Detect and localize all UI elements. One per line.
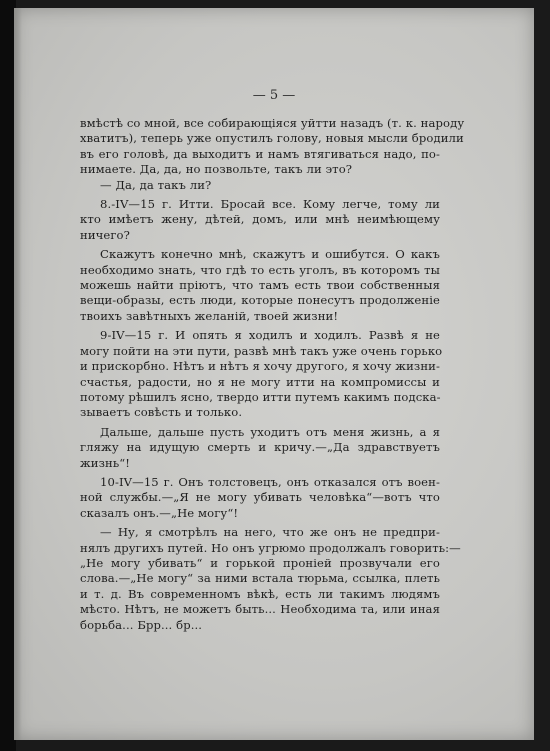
text-line: Дальше, дальше пусть уходитъ отъ меня жизнь, а я bbox=[100, 424, 440, 439]
text-line: Скажутъ конечно мнѣ, скажутъ и ошибутся. О какъ bbox=[100, 247, 440, 262]
text-line: необходимо знать, что гдѣ то есть уголъ, въ которомъ ты bbox=[80, 262, 440, 277]
text-line: нимаете. Да, да, но позвольте, такъ ли это? bbox=[80, 162, 353, 177]
text-line: 10-IV—15 г. Онъ толстовецъ, онъ отказался отъ воен- bbox=[100, 474, 440, 489]
text-line: ной службы.—„Я не могу убивать человѣка“—вотъ что bbox=[80, 490, 440, 505]
text-line: зываетъ совѣсть и только. bbox=[80, 405, 243, 420]
text-line: могу пойти на эти пути, развѣ мнѣ такъ уже очень горько bbox=[80, 343, 443, 358]
text-line: — Да, да такъ ли? bbox=[100, 177, 212, 192]
text-line: и прискорбно. Нѣтъ и нѣтъ я хочу другого, я хочу жизни- bbox=[80, 359, 440, 374]
page-gutter-shadow bbox=[14, 8, 22, 740]
text-line: „Не могу убивать“ и горькой проніей прозвучали его bbox=[80, 555, 440, 570]
page-body-text bbox=[80, 116, 465, 633]
text-line: вмѣстѣ со мной, все собирающіяся уйтти назадъ (т. к. народу bbox=[80, 116, 465, 130]
text-line: слова.—„Не могу“ за ними встала тюрьма, ссылка, плеть bbox=[80, 571, 440, 586]
text-line: потому рѣшилъ ясно, твердо итти путемъ какимъ подска- bbox=[80, 389, 441, 404]
text-line: твоихъ завѣтныхъ желаній, твоей жизни! bbox=[80, 308, 339, 323]
text-line: жизнь“! bbox=[80, 455, 131, 470]
text-line: и т. д. Въ современномъ вѣкѣ, есть ли такимъ людямъ bbox=[80, 586, 440, 601]
text-line: вещи-образы, есть люди, которые понесутъ продолженіе bbox=[80, 293, 440, 308]
text-line: счастья, радости, но я не могу итти на компромиссы и bbox=[80, 374, 440, 389]
page-number: — 5 — bbox=[252, 88, 296, 103]
text-line: 9-IV—15 г. И опять я ходилъ и ходилъ. Развѣ я не bbox=[100, 328, 440, 343]
text-line: хватитъ), теперь уже опустилъ голову, новыя мысли бродили bbox=[80, 131, 464, 146]
text-line: борьба... Брр... бр... bbox=[80, 617, 203, 632]
text-line: — Ну, я смотрѣлъ на него, что же онъ не предпри- bbox=[100, 525, 440, 540]
text-line: кто имѣетъ жену, дѣтей, домъ, или мнѣ неимѣющему bbox=[80, 212, 440, 227]
text-line: мѣсто. Нѣтъ, не можетъ быть... Необходима та, или иная bbox=[80, 602, 440, 617]
text-line: 8.-IV—15 г. Итти. Бросай все. Кому легче, тому ли bbox=[100, 197, 440, 212]
text-line: нялъ другихъ путей. Но онъ угрюмо продолжалъ говорить:— bbox=[80, 540, 461, 555]
text-line: можешь найти пріютъ, что тамъ есть твои собственныя bbox=[80, 278, 440, 293]
text-line: ничего? bbox=[80, 227, 130, 242]
book-page bbox=[14, 8, 534, 740]
text-line: гляжу на идущую смерть и кричу.—„Да здравствуетъ bbox=[80, 440, 440, 455]
text-line: сказалъ онъ.—„Не могу“! bbox=[80, 505, 239, 520]
text-line: въ его головѣ, да выходитъ и намъ втягиваться надо, по- bbox=[80, 146, 440, 161]
